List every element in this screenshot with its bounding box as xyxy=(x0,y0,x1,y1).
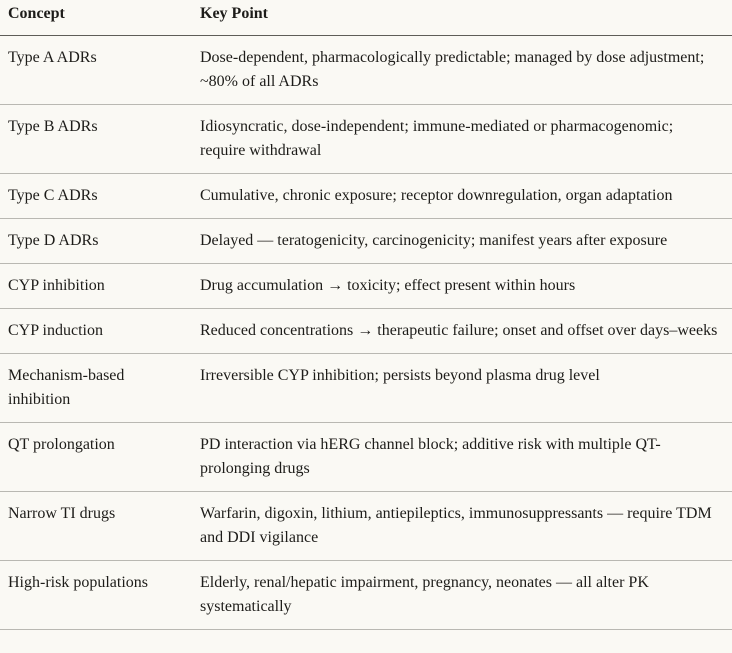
key-point-cell: Idiosyncratic, dose-independent; immune-mediated or pharmacogenomic; require withdrawal xyxy=(200,105,732,174)
header-row xyxy=(0,0,732,36)
table-row xyxy=(0,105,732,174)
concept-cell: Type B ADRs xyxy=(0,105,200,174)
key-point-cell: Warfarin, digoxin, lithium, antiepileptics, immunosuppressants — require TDM and DDI vigilance xyxy=(200,492,732,561)
table-row xyxy=(0,309,732,354)
table-header xyxy=(0,0,732,36)
table-row xyxy=(0,561,732,630)
concept-cell: Narrow TI drugs xyxy=(0,492,200,561)
key-point-cell: Reduced concentrations → therapeutic failure; onset and offset over days–weeks xyxy=(200,309,732,354)
table-row xyxy=(0,492,732,561)
table-row xyxy=(0,219,732,264)
key-point-cell: Dose-dependent, pharmacologically predictable; managed by dose adjustment; ~80% of all ADRs xyxy=(200,36,732,105)
concept-cell: QT prolongation xyxy=(0,423,200,492)
table-row xyxy=(0,174,732,219)
concept-cell: High-risk populations xyxy=(0,561,200,630)
concept-cell: CYP induction xyxy=(0,309,200,354)
concept-cell: Mechanism-based inhibition xyxy=(0,354,200,423)
key-point-cell: Irreversible CYP inhibition; persists beyond plasma drug level xyxy=(200,354,732,423)
concept-cell: Type D ADRs xyxy=(0,219,200,264)
column-header-key-point: Key Point xyxy=(200,0,732,36)
concept-cell: CYP inhibition xyxy=(0,264,200,309)
table-row xyxy=(0,264,732,309)
key-point-cell: Elderly, renal/hepatic impairment, pregnancy, neonates — all alter PK systematically xyxy=(200,561,732,630)
column-header-concept: Concept xyxy=(0,0,200,36)
key-point-cell: Drug accumulation → toxicity; effect present within hours xyxy=(200,264,732,309)
key-point-cell: PD interaction via hERG channel block; additive risk with multiple QT-prolonging drugs xyxy=(200,423,732,492)
table-row xyxy=(0,36,732,105)
table-body xyxy=(0,36,732,630)
key-point-cell: Delayed — teratogenicity, carcinogenicity; manifest years after exposure xyxy=(200,219,732,264)
table-row xyxy=(0,423,732,492)
key-point-cell: Cumulative, chronic exposure; receptor downregulation, organ adaptation xyxy=(200,174,732,219)
concept-cell: Type A ADRs xyxy=(0,36,200,105)
concept-cell: Type C ADRs xyxy=(0,174,200,219)
table-row xyxy=(0,354,732,423)
